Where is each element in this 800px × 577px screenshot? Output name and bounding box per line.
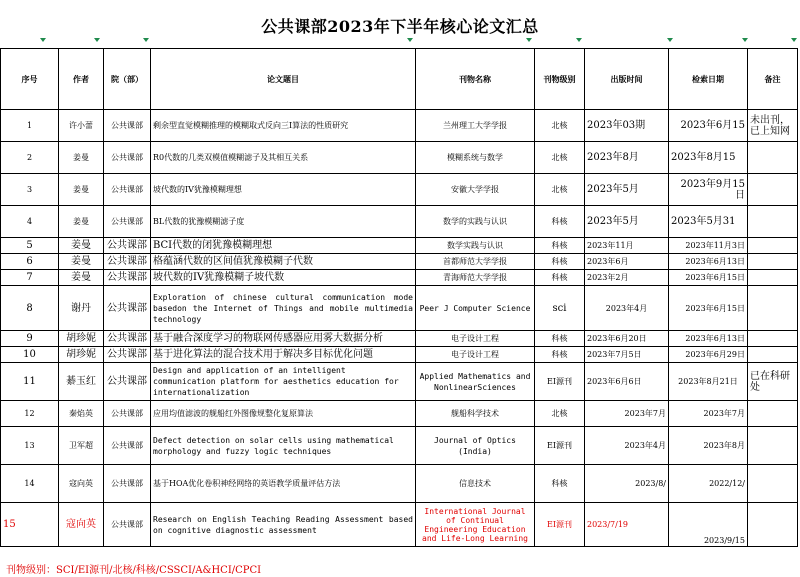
header-cell[interactable]: 备注: [748, 49, 798, 110]
cell-dept[interactable]: 公共课部: [104, 142, 151, 174]
cell-no[interactable]: 15: [1, 503, 59, 547]
table-row: [1, 270, 798, 286]
cell-no[interactable]: 12: [1, 401, 59, 427]
filter-dropdown-icon[interactable]: [742, 38, 748, 42]
cell-level[interactable]: 科核: [535, 254, 585, 270]
cell-note[interactable]: [748, 142, 798, 174]
cell-no[interactable]: 8: [1, 286, 59, 331]
cell-author[interactable]: 寇向英: [59, 503, 104, 547]
filter-dropdown-icon[interactable]: [526, 38, 532, 42]
filter-row: [0, 38, 800, 48]
cell-author[interactable]: 秦焰英: [59, 401, 104, 427]
cell-pub-date[interactable]: 2023/8/: [585, 465, 669, 503]
cell-title[interactable]: Design and application of an intelligent communication platform for aesthetics education for internationalization: [151, 363, 416, 401]
cell-dept[interactable]: 公共课部: [104, 427, 151, 465]
cell-note[interactable]: [748, 427, 798, 465]
cell-title[interactable]: Research on English Teaching Reading Assessment based on cognitive diagnostic assessment: [151, 503, 416, 547]
cell-journal[interactable]: 数学实践与认识: [416, 238, 535, 254]
table-row: [1, 503, 798, 547]
cell-level[interactable]: 科核: [535, 238, 585, 254]
cell-author[interactable]: 寇向英: [59, 465, 104, 503]
table-row: [1, 401, 798, 427]
cell-pub-date[interactable]: 2023年03期: [585, 110, 669, 142]
cell-author[interactable]: 谢丹: [59, 286, 104, 331]
cell-level[interactable]: EI源刊: [535, 363, 585, 401]
cell-no[interactable]: 6: [1, 254, 59, 270]
cell-no[interactable]: 10: [1, 347, 59, 363]
cell-note[interactable]: [748, 347, 798, 363]
cell-title[interactable]: 基于融合深度学习的物联网传感器应用雾大数据分析: [151, 331, 416, 347]
cell-level[interactable]: 北核: [535, 174, 585, 206]
cell-author[interactable]: 綦玉红: [59, 363, 104, 401]
cell-pub-date[interactable]: 2023年8月: [585, 142, 669, 174]
cell-note[interactable]: [748, 206, 798, 238]
cell-level[interactable]: 科核: [535, 206, 585, 238]
cell-search-date[interactable]: 2023年6月13日: [669, 331, 748, 347]
header-cell[interactable]: 刊物级别: [535, 49, 585, 110]
cell-title[interactable]: 应用均值滤波的舰船红外图像规整化复原算法: [151, 401, 416, 427]
cell-pub-date[interactable]: 2023年6月: [585, 254, 669, 270]
cell-level[interactable]: 科核: [535, 270, 585, 286]
header-cell[interactable]: 作者: [59, 49, 104, 110]
cell-title[interactable]: 基于进化算法的混合技术用于解决多目标优化问题: [151, 347, 416, 363]
cell-dept[interactable]: 公共课部: [104, 110, 151, 142]
header-cell[interactable]: 检索日期: [669, 49, 748, 110]
cell-journal[interactable]: International Journal of Continual Engineering Education and Life-Long Learning: [416, 503, 535, 547]
table-row: [1, 286, 798, 331]
cell-pub-date[interactable]: 2023年6月20日: [585, 331, 669, 347]
cell-no[interactable]: 2: [1, 142, 59, 174]
cell-search-date[interactable]: 2023/9/15: [669, 503, 748, 547]
table-row: [1, 331, 798, 347]
cell-search-date[interactable]: 2022/12/: [669, 465, 748, 503]
cell-pub-date[interactable]: 2023年2月: [585, 270, 669, 286]
cell-journal[interactable]: 电子设计工程: [416, 331, 535, 347]
cell-author[interactable]: 胡珍妮: [59, 331, 104, 347]
cell-author[interactable]: 姜曼: [59, 206, 104, 238]
cell-dept[interactable]: 公共课部: [104, 206, 151, 238]
cell-level[interactable]: 科核: [535, 465, 585, 503]
filter-dropdown-icon[interactable]: [667, 38, 673, 42]
cell-note[interactable]: [748, 254, 798, 270]
cell-author[interactable]: 许小蕾: [59, 110, 104, 142]
cell-journal[interactable]: 兰州理工大学学报: [416, 110, 535, 142]
cell-journal[interactable]: 首都师范大学学报: [416, 254, 535, 270]
cell-dept[interactable]: 公共课部: [104, 363, 151, 401]
table-row: [1, 206, 798, 238]
cell-search-date[interactable]: 2023年6月15日: [669, 270, 748, 286]
cell-no[interactable]: 3: [1, 174, 59, 206]
cell-search-date[interactable]: 2023年8月21日: [669, 363, 748, 401]
cell-search-date[interactable]: 2023年8月: [669, 427, 748, 465]
cell-note[interactable]: [748, 270, 798, 286]
cell-note[interactable]: [748, 401, 798, 427]
cell-no[interactable]: 13: [1, 427, 59, 465]
cell-dept[interactable]: 公共课部: [104, 174, 151, 206]
cell-search-date[interactable]: 2023年6月13日: [669, 254, 748, 270]
cell-pub-date[interactable]: 2023年4月: [585, 286, 669, 331]
cell-pub-date[interactable]: 2023年6月6日: [585, 363, 669, 401]
cell-journal[interactable]: 安徽大学学报: [416, 174, 535, 206]
cell-search-date[interactable]: 2023年8月15: [669, 142, 748, 174]
table-row: [1, 174, 798, 206]
cell-search-date[interactable]: 2023年7月: [669, 401, 748, 427]
header-cell[interactable]: 出版时间: [585, 49, 669, 110]
cell-journal[interactable]: 舰船科学技术: [416, 401, 535, 427]
cell-no[interactable]: 9: [1, 331, 59, 347]
cell-title[interactable]: 基于HOA优化卷积神经网络的英语教学质量评估方法: [151, 465, 416, 503]
cell-journal[interactable]: Applied Mathematics and NonlinearSciences: [416, 363, 535, 401]
cell-title[interactable]: 坡代数的IV犹豫模糊理想: [151, 174, 416, 206]
cell-pub-date[interactable]: 2023年7月5日: [585, 347, 669, 363]
table-row: [1, 254, 798, 270]
cell-title[interactable]: Exploration of chinese cultural communication mode basedon the Internet of Things and mobile multimedia technology: [151, 286, 416, 331]
cell-title[interactable]: 坡代数的IV犹豫模糊子坡代数: [151, 270, 416, 286]
cell-no[interactable]: 5: [1, 238, 59, 254]
cell-note[interactable]: [748, 286, 798, 331]
cell-no[interactable]: 11: [1, 363, 59, 401]
cell-dept[interactable]: 公共课部: [104, 238, 151, 254]
cell-author[interactable]: 姜曼: [59, 238, 104, 254]
table-row: [1, 427, 798, 465]
cell-dept[interactable]: 公共课部: [104, 270, 151, 286]
cell-no[interactable]: 14: [1, 465, 59, 503]
header-cell[interactable]: 论文题目: [151, 49, 416, 110]
filter-dropdown-icon[interactable]: [791, 38, 797, 42]
cell-pub-date[interactable]: 2023年5月: [585, 174, 669, 206]
cell-dept[interactable]: 公共课部: [104, 286, 151, 331]
cell-journal[interactable]: 信息技术: [416, 465, 535, 503]
filter-dropdown-icon[interactable]: [576, 38, 582, 42]
filter-dropdown-icon[interactable]: [143, 38, 149, 42]
cell-search-date[interactable]: 2023年5月31: [669, 206, 748, 238]
cell-no[interactable]: 7: [1, 270, 59, 286]
cell-title[interactable]: 格蕴涵代数的区间值犹豫模糊子代数: [151, 254, 416, 270]
cell-author[interactable]: 卫军超: [59, 427, 104, 465]
cell-level[interactable]: 北核: [535, 401, 585, 427]
header-row: [1, 49, 798, 110]
cell-search-date[interactable]: 2023年6月29日: [669, 347, 748, 363]
table-row: [1, 465, 798, 503]
cell-level[interactable]: sci: [535, 286, 585, 331]
table-row: [1, 110, 798, 142]
cell-note[interactable]: [748, 503, 798, 547]
cell-level[interactable]: EI源刊: [535, 503, 585, 547]
cell-no[interactable]: 4: [1, 206, 59, 238]
header-cell[interactable]: 刊物名称: [416, 49, 535, 110]
cell-level[interactable]: EI源刊: [535, 427, 585, 465]
cell-pub-date[interactable]: 2023年5月: [585, 206, 669, 238]
cell-note[interactable]: [748, 331, 798, 347]
cell-author[interactable]: 姜曼: [59, 270, 104, 286]
cell-note[interactable]: 未出刊，已上知网: [748, 110, 798, 142]
header-cell[interactable]: 院（部）: [104, 49, 151, 110]
cell-journal[interactable]: 青海师范大学学报: [416, 270, 535, 286]
cell-dept[interactable]: 公共课部: [104, 347, 151, 363]
cell-journal[interactable]: Journal of Optics (India): [416, 427, 535, 465]
filter-dropdown-icon[interactable]: [407, 38, 413, 42]
cell-journal[interactable]: 模糊系统与数学: [416, 142, 535, 174]
cell-author[interactable]: 姜曼: [59, 174, 104, 206]
cell-level[interactable]: 北核: [535, 142, 585, 174]
cell-pub-date[interactable]: 2023年4月: [585, 427, 669, 465]
cell-journal[interactable]: 数学的实践与认识: [416, 206, 535, 238]
cell-dept[interactable]: 公共课部: [104, 465, 151, 503]
cell-note[interactable]: 已在科研处: [748, 363, 798, 401]
cell-dept[interactable]: 公共课部: [104, 401, 151, 427]
page-title: 公共课部2023年下半年核心论文汇总: [261, 17, 539, 36]
cell-note[interactable]: [748, 174, 798, 206]
cell-search-date[interactable]: 2023年9月15日: [669, 174, 748, 206]
cell-title[interactable]: BCI代数的闭犹豫模糊理想: [151, 238, 416, 254]
table-row: [1, 238, 798, 254]
cell-level[interactable]: 北核: [535, 110, 585, 142]
cell-note[interactable]: [748, 465, 798, 503]
filter-dropdown-icon[interactable]: [94, 38, 100, 42]
cell-search-date[interactable]: 2023年11月3日: [669, 238, 748, 254]
table-row: [1, 142, 798, 174]
cell-search-date[interactable]: 2023年6月15日: [669, 286, 748, 331]
cell-journal[interactable]: 电子设计工程: [416, 347, 535, 363]
cell-level[interactable]: 科核: [535, 347, 585, 363]
cell-dept[interactable]: 公共课部: [104, 331, 151, 347]
cell-author[interactable]: 胡珍妮: [59, 347, 104, 363]
cell-dept[interactable]: 公共课部: [104, 503, 151, 547]
cell-title[interactable]: 剩余型直觉模糊推理的模糊取式反向三I算法的性质研究: [151, 110, 416, 142]
cell-pub-date[interactable]: 2023/7/19: [585, 503, 669, 547]
cell-note[interactable]: [748, 238, 798, 254]
cell-pub-date[interactable]: 2023年11月: [585, 238, 669, 254]
cell-title[interactable]: R0代数的几类双模值模糊滤子及其相互关系: [151, 142, 416, 174]
header-cell[interactable]: 序号: [1, 49, 59, 110]
cell-no[interactable]: 1: [1, 110, 59, 142]
cell-search-date[interactable]: 2023年6月15: [669, 110, 748, 142]
cell-pub-date[interactable]: 2023年7月: [585, 401, 669, 427]
filter-dropdown-icon[interactable]: [40, 38, 46, 42]
table-row: [1, 347, 798, 363]
cell-title[interactable]: Defect detection on solar cells using mathematical morphology and fuzzy logic techniques: [151, 427, 416, 465]
cell-author[interactable]: 姜曼: [59, 254, 104, 270]
cell-dept[interactable]: 公共课部: [104, 254, 151, 270]
cell-level[interactable]: 科核: [535, 331, 585, 347]
cell-journal[interactable]: Peer J Computer Science: [416, 286, 535, 331]
table-row: [1, 363, 798, 401]
level-legend: 刊物级别：SCI/EI源刊/北核/科核/CSSCI/A&HCI/CPCI: [6, 565, 262, 576]
cell-author[interactable]: 姜曼: [59, 142, 104, 174]
paper-table: [0, 48, 798, 547]
cell-title[interactable]: BL代数的犹豫模糊滤子度: [151, 206, 416, 238]
